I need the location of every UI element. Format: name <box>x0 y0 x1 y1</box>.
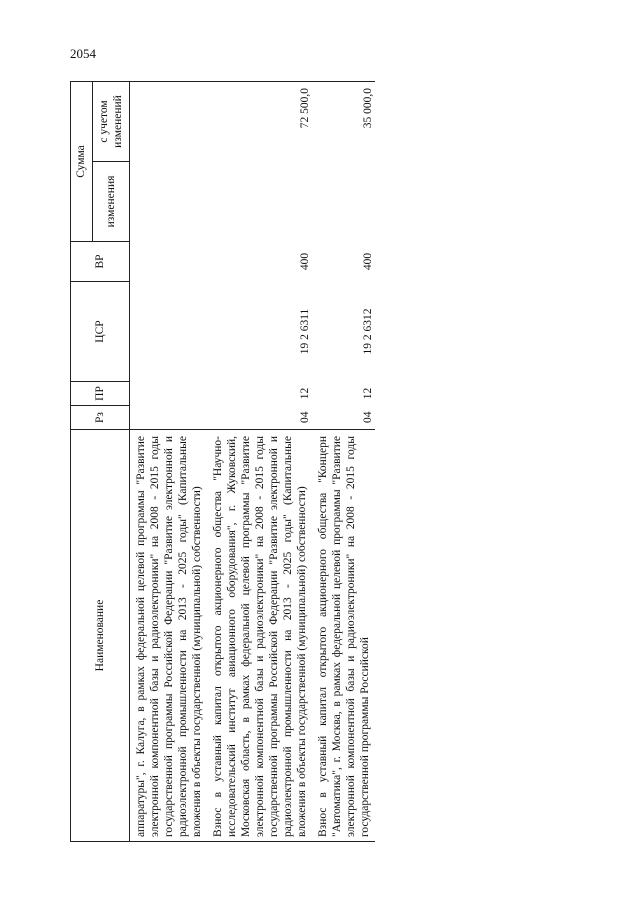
row-name: Взнос в уставный капитал открытого акционерного общества "Концерн "Автоматика", г. Москва, в рамках федеральной целевой программы "Развитие электронной компонентной базы и радиоэлектроники" на 2008 - 2015 годы государственной программы Российской <box>312 430 375 842</box>
row-total: 35 000,0 <box>312 81 375 161</box>
row-change <box>207 162 312 242</box>
row-pr: 12 <box>362 387 374 400</box>
row-rz <box>130 406 208 430</box>
page-content <box>70 46 530 842</box>
header-change: изменения <box>92 162 129 242</box>
header-rz: Рз <box>71 406 130 430</box>
row-change <box>130 162 208 242</box>
header-name: Наименование <box>71 430 130 842</box>
header-sum: Сумма <box>71 81 93 241</box>
table-header <box>71 81 130 841</box>
row-total <box>130 81 208 161</box>
table-row <box>207 81 312 841</box>
row-csr: 19 2 6312 <box>362 308 374 355</box>
header-csr: ЦСР <box>71 282 130 382</box>
budget-table <box>70 81 375 842</box>
row-change <box>312 162 375 242</box>
table-row <box>312 81 375 841</box>
header-with-changes: с учетом изменений <box>92 81 129 161</box>
row-pr: 12 <box>299 387 311 400</box>
row-pr <box>130 382 208 406</box>
row-name: аппаратуры", г. Калуга, в рамках федеральной целевой программы "Развитие электронной компонентной базы и радиоэлектроники" на 2008 - 2015 годы государственной программы Российской Федерации "Развитие электронной и радиоэлектронной промышленности на 2013 - 2025 годы" (Капитальные вложения в объекты государственной (муниципальной) собственности) <box>130 430 208 842</box>
row-vr: 400 <box>362 252 374 271</box>
row-vr: 400 <box>299 252 311 271</box>
page-number: 2054 <box>70 46 96 61</box>
row-rz: 04 <box>299 411 311 423</box>
table-row <box>130 81 208 841</box>
row-name: Взнос в уставный капитал открытого акционерного общества "Научно-исследовательский институт авиационного оборудования", г. Жуковский, Московская область, в рамках федеральной целевой программы "Развитие электронной компонентной базы и радиоэлектроники" на 2008 - 2015 годы государственной программы Российской Федерации "Развитие электронной и радиоэлектронной промышленности на 2013 - 2025 годы" (Капитальные вложения в объекты государственной (муниципальной) собственности) <box>207 430 312 842</box>
row-rz: 04 <box>362 411 374 423</box>
header-vr: ВР <box>71 242 130 282</box>
row-vr <box>130 242 208 282</box>
row-csr: 19 2 6311 <box>299 308 311 355</box>
header-pr: ПР <box>71 382 130 406</box>
rotated-page <box>70 46 530 842</box>
row-total: 72 500,0 <box>207 81 312 161</box>
row-csr <box>130 282 208 382</box>
